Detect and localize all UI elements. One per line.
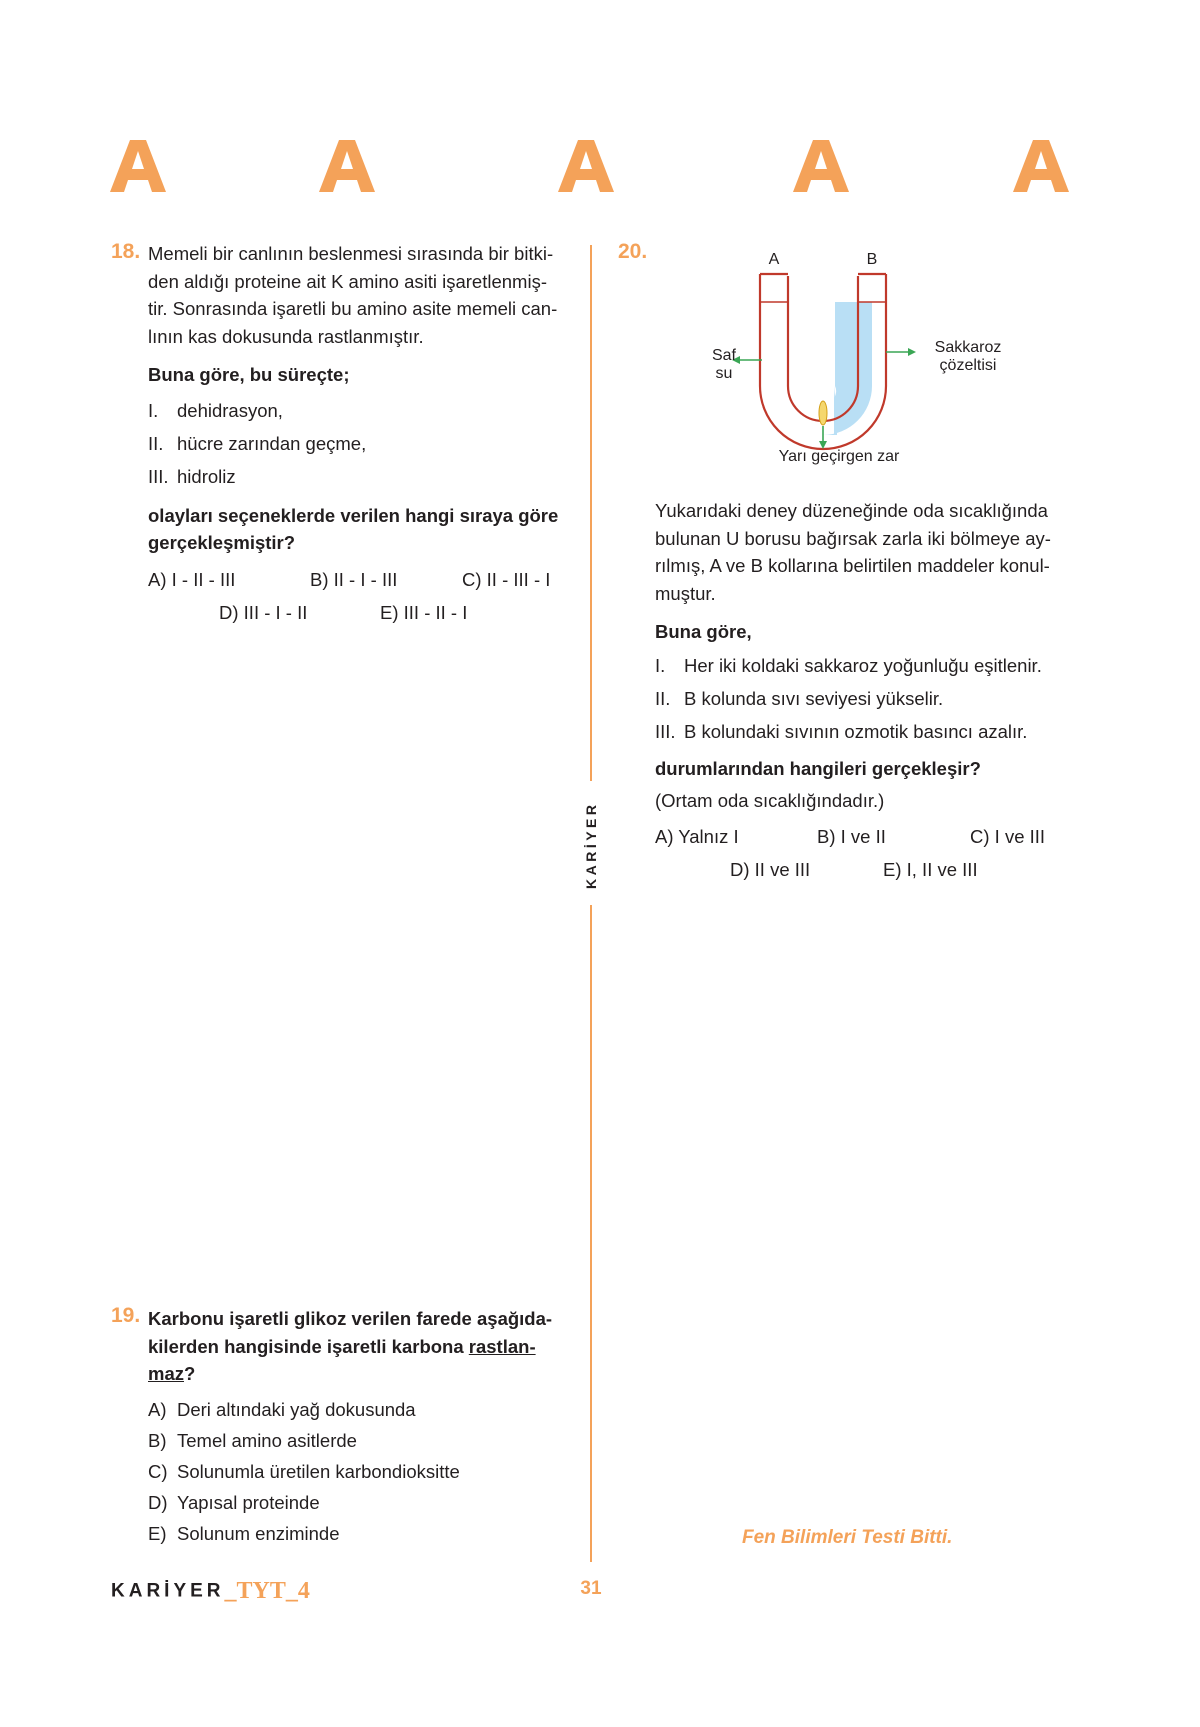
q18-stem-line-4: lının kas dokusunda rastlanmıştır. <box>148 325 424 347</box>
q18-item-list <box>148 394 562 493</box>
q18-item-2-text: hücre zarından geçme, <box>177 432 367 454</box>
q19-stem-line-2-text: kilerden hangisinde işaretli karbona <box>148 1335 469 1357</box>
q19-stem-underlined-2: maz <box>148 1363 184 1384</box>
q19-option-d[interactable] <box>148 1487 562 1518</box>
q20-choice-e[interactable]: E) I, II ve III <box>883 858 978 880</box>
footer-brand-name: KARİYER <box>111 1580 225 1602</box>
q18-choice-a[interactable]: A) I - II - III <box>148 568 236 590</box>
column-divider-top <box>590 245 592 781</box>
sakkaroz-label: Sakkaroz <box>934 339 1002 356</box>
column-divider-bottom <box>590 905 592 1562</box>
q18-item-3-num: III. <box>148 465 169 487</box>
q19-option-c[interactable] <box>148 1456 562 1487</box>
q18-stem-line-3: tir. Sonrasında işaretli bu amino asite memeli can- <box>148 298 558 319</box>
question-19-number: 19. <box>111 1304 141 1327</box>
q19-option-a[interactable] <box>148 1394 562 1425</box>
question-20-number: 20. <box>618 240 648 263</box>
q18-choice-e[interactable]: E) III - II - I <box>380 601 468 623</box>
q20-note: (Ortam oda sıcaklığındadır.) <box>655 790 885 811</box>
q18-item-2 <box>148 427 562 460</box>
q19-option-a-letter: A) <box>148 1398 167 1420</box>
q20-item-3 <box>655 715 1070 748</box>
q19-stem-line-1: Karbonu işaretli glikoz verilen farede aşağıda- <box>148 1308 553 1329</box>
q20-choices-row-1 <box>655 820 1070 853</box>
cozeltisi-label: çözeltisi <box>939 357 997 374</box>
q19-stem-underlined-1: rastlan- <box>468 1335 536 1357</box>
q19-option-e-text: Solunum enziminde <box>177 1522 340 1544</box>
u-tube-figure <box>700 246 1030 468</box>
page-number: 31 <box>580 1578 602 1599</box>
q19-option-e[interactable] <box>148 1518 562 1549</box>
q18-item-2-num: II. <box>148 432 164 454</box>
q18-item-1-num: I. <box>148 399 159 421</box>
question-18 <box>148 240 562 629</box>
question-18-number: 18. <box>111 240 141 263</box>
q20-item-3-num: III. <box>655 720 676 742</box>
q18-choice-d[interactable]: D) III - I - II <box>219 601 308 623</box>
q18-choices-row-2 <box>148 596 562 629</box>
q19-option-a-text: Deri altındaki yağ dokusunda <box>177 1398 416 1420</box>
q19-option-b[interactable] <box>148 1425 562 1456</box>
q20-choices-row-2 <box>655 853 1070 886</box>
q20-question: durumlarından hangileri gerçekleşir? <box>655 757 981 779</box>
membrane-label: Yarı geçirgen zar <box>778 448 900 465</box>
arm-label-b: B <box>866 251 878 268</box>
side-brand-vertical <box>580 793 602 893</box>
q18-item-1-text: dehidrasyon, <box>177 399 283 421</box>
q19-option-b-text: Temel amino asitlerde <box>177 1429 357 1451</box>
q19-option-e-letter: E) <box>148 1522 167 1544</box>
booklet-letter-a-4 <box>791 138 851 194</box>
q18-item-3 <box>148 460 562 493</box>
q19-option-b-letter: B) <box>148 1429 167 1451</box>
q20-stem-line-4: muştur. <box>655 582 716 604</box>
q20-item-3-text: B kolundaki sıvının ozmotik basıncı azalır. <box>684 720 1028 742</box>
booklet-letter-a-1 <box>108 138 168 194</box>
q20-item-2-text: B kolunda sıvı seviyesi yükselir. <box>684 687 944 709</box>
q19-option-c-text: Solunumla üretilen karbondioksitte <box>177 1460 460 1482</box>
booklet-letter-a-3 <box>556 138 616 194</box>
q19-options <box>148 1394 562 1549</box>
q18-question-line-2: gerçekleşmiştir? <box>148 532 296 553</box>
q19-stem-line-2 <box>148 1333 562 1361</box>
q19-option-c-letter: C) <box>148 1460 168 1482</box>
q18-prompt: Buna göre, bu süreçte; <box>148 364 350 385</box>
footer-brand <box>111 1578 310 1610</box>
q18-choice-c[interactable]: C) II - III - I <box>462 568 551 590</box>
q18-question-line-1: olayları seçeneklerde verilen hangi sıraya göre <box>148 504 559 526</box>
semi-permeable-membrane <box>819 401 827 425</box>
q20-item-1 <box>655 649 1070 682</box>
q20-choice-c[interactable]: C) I ve III <box>970 825 1046 847</box>
q20-item-2-num: II. <box>655 687 671 709</box>
question-20 <box>655 497 1070 886</box>
q18-stem-line-1: Memeli bir canlının beslenmesi sırasında bir bitki- <box>148 243 554 264</box>
su-label: su <box>715 365 733 382</box>
q20-prompt: Buna göre, <box>655 621 752 642</box>
q20-item-list <box>655 649 1070 748</box>
q18-item-1 <box>148 394 562 427</box>
q19-option-d-text: Yapısal proteinde <box>177 1491 320 1513</box>
booklet-letter-a-2 <box>317 138 377 194</box>
q20-item-2 <box>655 682 1070 715</box>
q20-choice-a[interactable]: A) Yalnız I <box>655 825 739 847</box>
q18-item-3-text: hidroliz <box>177 465 236 487</box>
booklet-letter-a-5 <box>1011 138 1071 194</box>
footer-test-code: _TYT_4 <box>224 1578 310 1604</box>
q20-stem-line-2: bulunan U borusu bağırsak zarla iki bölmeye ay- <box>655 527 1051 549</box>
q20-item-1-text: Her iki koldaki sakkaroz yoğunluğu eşitlenir. <box>684 654 1042 676</box>
q20-choice-b[interactable]: B) I ve II <box>817 825 886 847</box>
q18-choices-row-1 <box>148 563 562 596</box>
q20-item-1-num: I. <box>655 654 666 676</box>
q18-stem-line-2: den aldığı proteine ait K amino asiti işaretlenmiş- <box>148 270 547 292</box>
q19-option-d-letter: D) <box>148 1491 168 1513</box>
q19-stem-line-3 <box>148 1360 562 1388</box>
arm-label-a: A <box>768 251 780 268</box>
question-19 <box>148 1305 562 1549</box>
q19-stem-line-3-end: ? <box>184 1363 196 1384</box>
test-end-note: Fen Bilimleri Testi Bitti. <box>742 1527 953 1548</box>
q20-choice-d[interactable]: D) II ve III <box>730 858 811 880</box>
saf-label: Saf <box>711 347 737 364</box>
q20-stem-line-3: rılmış, A ve B kollarına belirtilen maddeler konul- <box>655 555 1050 576</box>
q18-choice-b[interactable]: B) II - I - III <box>310 568 398 590</box>
sucrose-solution <box>823 302 872 435</box>
q20-stem-line-1: Yukarıdaki deney düzeneğinde oda sıcaklığında <box>655 500 1048 521</box>
side-brand-text: KARİYER <box>583 801 599 889</box>
